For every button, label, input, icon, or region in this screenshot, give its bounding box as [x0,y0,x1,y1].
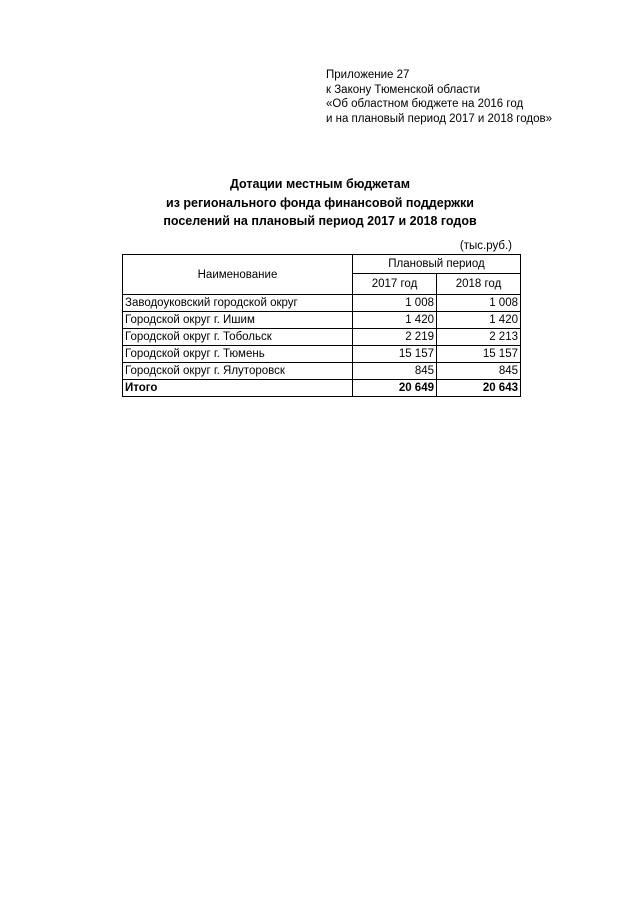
row-value-2018: 1 420 [437,312,521,329]
appendix-line: и на плановый период 2017 и 2018 годов» [326,112,552,125]
column-header-name: Наименование [123,255,353,295]
table-header-row [123,255,521,274]
column-header-2017: 2017 год [353,274,437,295]
row-name: Заводоуковский городской округ [123,295,353,312]
row-name: Городской округ г. Ишим [123,312,353,329]
row-value-2017: 2 219 [353,329,437,346]
column-header-2018: 2018 год [437,274,521,295]
row-value-2018: 845 [437,363,521,380]
table-row [123,312,521,329]
row-name: Городской округ г. Тюмень [123,346,353,363]
table-row [123,329,521,346]
units-label: (тыс.руб.) [459,240,512,252]
row-value-2018: 15 157 [437,346,521,363]
title-line: Дотации местным бюджетам [229,177,410,191]
row-value-2017: 15 157 [353,346,437,363]
appendix-reference [326,68,552,126]
table-row [123,346,521,363]
row-name: Городской округ г. Ялуторовск [123,363,353,380]
table-total-row [123,380,521,397]
column-header-period: Плановый период [353,255,521,274]
total-value-2017: 20 649 [353,380,437,397]
title-line: поселений на плановый период 2017 и 2018 годов [163,214,477,228]
title-line: из регионального фонда финансовой поддержки [166,195,474,210]
table-row [123,363,521,380]
document-title [0,175,640,231]
row-value-2018: 2 213 [437,329,521,346]
appendix-line: «Об областном бюджете на 2016 год [326,98,524,110]
appendix-line: Приложение 27 [326,69,410,81]
table-row [123,295,521,312]
total-value-2018: 20 643 [437,380,521,397]
total-name: Итого [123,380,353,397]
row-value-2017: 845 [353,363,437,380]
row-value-2017: 1 420 [353,312,437,329]
appendix-line: к Закону Тюменской области [326,83,481,96]
row-value-2017: 1 008 [353,295,437,312]
row-value-2018: 1 008 [437,295,521,312]
grants-table [122,254,521,397]
row-name: Городской округ г. Тобольск [123,329,353,346]
